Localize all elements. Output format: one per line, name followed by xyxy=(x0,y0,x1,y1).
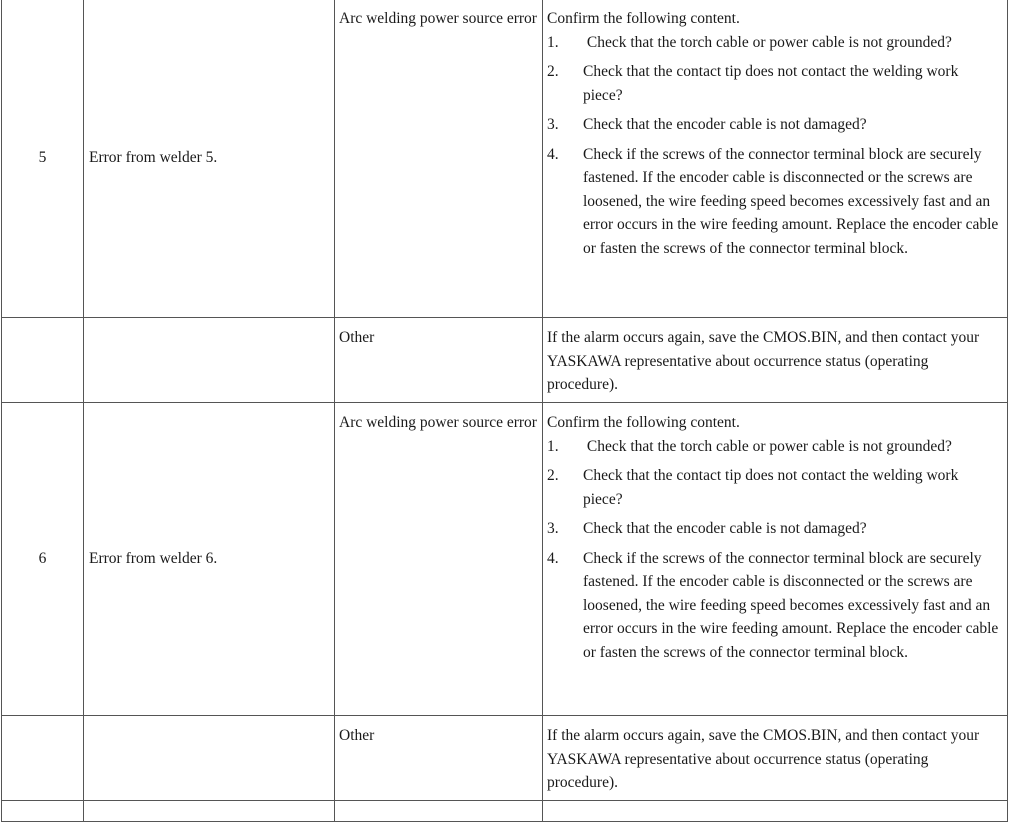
step-text: Check that the torch cable or power cable is not grounded? xyxy=(583,437,952,455)
remedy-step xyxy=(547,435,999,459)
table-row xyxy=(2,0,1008,318)
alarm-remedy xyxy=(543,0,1008,318)
alarm-cause: Arc welding power source error xyxy=(335,0,543,318)
step-number: 1. xyxy=(547,33,559,51)
alarm-code-empty xyxy=(2,318,84,403)
alarm-code: 5 xyxy=(2,0,84,318)
remedy-step xyxy=(547,517,999,541)
table-cell-empty xyxy=(84,801,335,822)
table-row xyxy=(2,403,1008,716)
table-cell-empty xyxy=(335,801,543,822)
table-row xyxy=(2,318,1008,403)
step-text: Check that the contact tip does not contact the welding work piece? xyxy=(583,467,959,508)
step-number: 2. xyxy=(547,63,559,80)
step-number: 4. xyxy=(547,145,559,163)
step-text: Check if the screws of the connector terminal block are securely fastened. If the encoder cable is disconnected or the screws are loosened, the wire feeding speed becomes excessively fast and an error occurs in the wire feeding amount. Replace the encoder cable or fasten the screws of the connector terminal block. xyxy=(583,549,999,661)
alarm-remedy: If the alarm occurs again, save the CMOS.BIN, and then contact your YASKAWA representative about occurrence status (operating procedure). xyxy=(543,318,1008,403)
step-text: Check if the screws of the connector terminal block are securely fastened. If the encoder cable is disconnected or the screws are loosened, the wire feeding speed becomes excessively fast and an error occurs in the wire feeding amount. Replace the encoder cable or fasten the screws of the connector terminal block. xyxy=(583,145,999,257)
remedy-step xyxy=(547,60,999,107)
table-row xyxy=(2,716,1008,801)
step-number: 1. xyxy=(547,437,559,455)
step-number: 3. xyxy=(547,116,559,133)
alarm-cause: Arc welding power source error xyxy=(335,403,543,716)
alarm-meaning: Error from welder 6. xyxy=(84,403,335,716)
table-cell-empty xyxy=(543,801,1008,822)
step-text: Check that the encoder cable is not damaged? xyxy=(583,116,867,133)
remedy-step xyxy=(547,31,999,55)
alarm-code-empty xyxy=(2,716,84,801)
alarm-meaning-empty xyxy=(84,318,335,403)
step-number: 4. xyxy=(547,549,559,567)
step-text: Check that the torch cable or power cable is not grounded? xyxy=(583,33,952,51)
remedy-intro: Confirm the following content. xyxy=(547,10,740,27)
step-text: Check that the contact tip does not contact the welding work piece? xyxy=(583,63,959,104)
alarm-code: 6 xyxy=(2,403,84,716)
alarm-meaning-empty xyxy=(84,716,335,801)
step-number: 2. xyxy=(547,467,559,484)
alarm-remedy: If the alarm occurs again, save the CMOS.BIN, and then contact your YASKAWA representative about occurrence status (operating procedure). xyxy=(543,716,1008,801)
step-text: Check that the encoder cable is not damaged? xyxy=(583,520,867,537)
alarm-table xyxy=(1,0,1008,822)
alarm-cause: Other xyxy=(335,318,543,403)
alarm-meaning: Error from welder 5. xyxy=(84,0,335,318)
table-cell-empty xyxy=(2,801,84,822)
step-number: 3. xyxy=(547,520,559,537)
alarm-remedy xyxy=(543,403,1008,716)
remedy-step xyxy=(547,143,999,261)
remedy-step xyxy=(547,113,999,137)
remedy-intro: Confirm the following content. xyxy=(547,414,740,431)
alarm-cause: Other xyxy=(335,716,543,801)
table-row xyxy=(2,801,1008,822)
remedy-step xyxy=(547,547,999,665)
remedy-step xyxy=(547,464,999,511)
